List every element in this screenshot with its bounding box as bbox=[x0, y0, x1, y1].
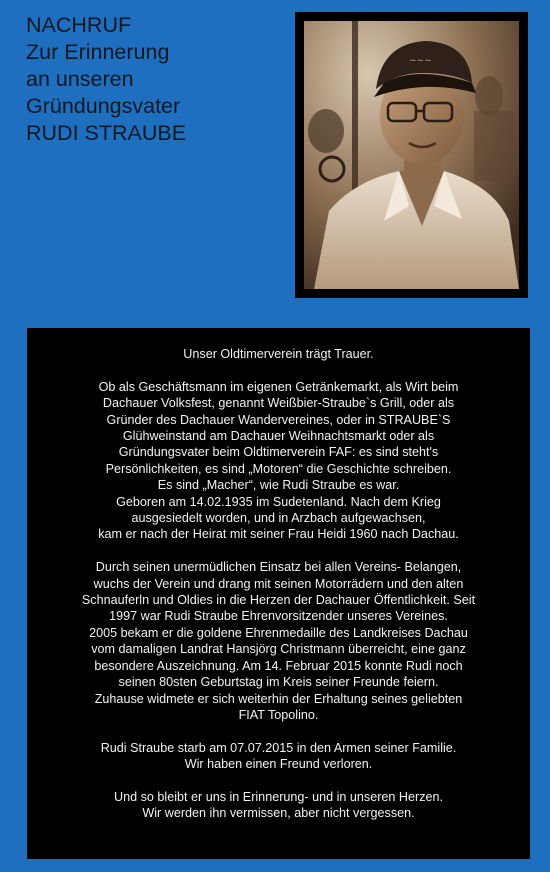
text-line: seinen 80sten Geburtstag im Kreis seiner Freunde feiern. bbox=[118, 675, 439, 690]
svg-text:~~~: ~~~ bbox=[409, 56, 432, 66]
paragraph-biography bbox=[41, 379, 516, 543]
text-line: Persönlichkeiten, es sind „Motoren“ die Geschichte schreiben. bbox=[105, 461, 452, 476]
text-line: Glühweinstand am Dachauer Weihnachtsmarkt oder als bbox=[122, 429, 435, 444]
heading-line-name: RUDI STRAUBE bbox=[26, 121, 187, 145]
text-line: Unser Oldtimerverein trägt Trauer. bbox=[183, 347, 374, 361]
heading-line-zur-erinnerung: Zur Erinnerung bbox=[26, 40, 170, 64]
heading-line-nachruf: NACHRUF bbox=[26, 13, 132, 37]
paragraph-achievements bbox=[41, 559, 516, 723]
text-line: Schnauferln und Oldies in die Herzen der Dachauer Öffentlichkeit. Seit bbox=[81, 593, 476, 608]
portrait-frame bbox=[295, 12, 528, 298]
paragraph-intro bbox=[41, 346, 516, 362]
text-line: 2005 bekam er die goldene Ehrenmedaille des Landkreises Dachau bbox=[89, 625, 468, 640]
text-line: besondere Auszeichnung. Am 14. Februar 2015 konnte Rudi noch bbox=[94, 658, 463, 673]
paragraph-closing bbox=[41, 789, 516, 822]
text-line: ausgesiedelt worden, und in Arzbach aufgewachsen, bbox=[131, 511, 426, 526]
text-line: Rudi Straube starb am 07.07.2015 in den Armen seiner Familie. bbox=[100, 740, 457, 755]
text-line: Ob als Geschäftsmann im eigenen Getränkemarkt, als Wirt beim bbox=[98, 379, 459, 394]
text-line: Geboren am 14.02.1935 im Sudetenland. Nach dem Krieg bbox=[116, 494, 441, 509]
paragraph-death bbox=[41, 740, 516, 773]
text-line: Gründungsvater beim Oldtimerverein FAF: es sind steht's bbox=[118, 445, 439, 460]
text-line: Gründer des Dachauer Wandervereines, oder in STRAUBE`S bbox=[106, 412, 451, 427]
text-line: vom damaligen Landrat Hansjörg Christmann überreicht, eine ganz bbox=[91, 642, 466, 657]
obituary-heading bbox=[26, 12, 276, 147]
text-line: Wir haben einen Freund verloren. bbox=[184, 757, 373, 772]
text-line: kam er nach der Heirat mit seiner Frau Heidi 1960 nach Dachau. bbox=[98, 527, 459, 542]
heading-line-an-unseren: an unseren bbox=[26, 67, 134, 91]
obituary-text-panel bbox=[27, 328, 530, 859]
text-line: wuchs der Verein und drang mit seinen Motorrädern und den alten bbox=[93, 576, 464, 591]
text-line: FIAT Topolino. bbox=[238, 707, 319, 722]
text-line: Wir werden ihn vermissen, aber nicht vergessen. bbox=[142, 806, 415, 821]
text-line: Es sind „Macher“, wie Rudi Straube es war. bbox=[157, 478, 400, 493]
text-line: 1997 war Rudi Straube Ehrenvorsitzender unseres Vereines. bbox=[109, 609, 448, 624]
text-line: Zuhause widmete er sich weiterhin der Erhaltung seines geliebten bbox=[94, 691, 463, 706]
text-line: Und so bleibt er uns in Erinnerung- und in unseren Herzen. bbox=[113, 789, 444, 804]
portrait-photo bbox=[304, 21, 519, 289]
text-line: Durch seinen unermüdlichen Einsatz bei allen Vereins- Belangen, bbox=[95, 560, 462, 575]
text-line: Dachauer Volksfest, genannt Weißbier-Straube`s Grill, oder als bbox=[102, 396, 455, 411]
portrait-photo-icon bbox=[304, 21, 519, 289]
heading-line-gruendungsvater: Gründungsvater bbox=[26, 94, 181, 118]
